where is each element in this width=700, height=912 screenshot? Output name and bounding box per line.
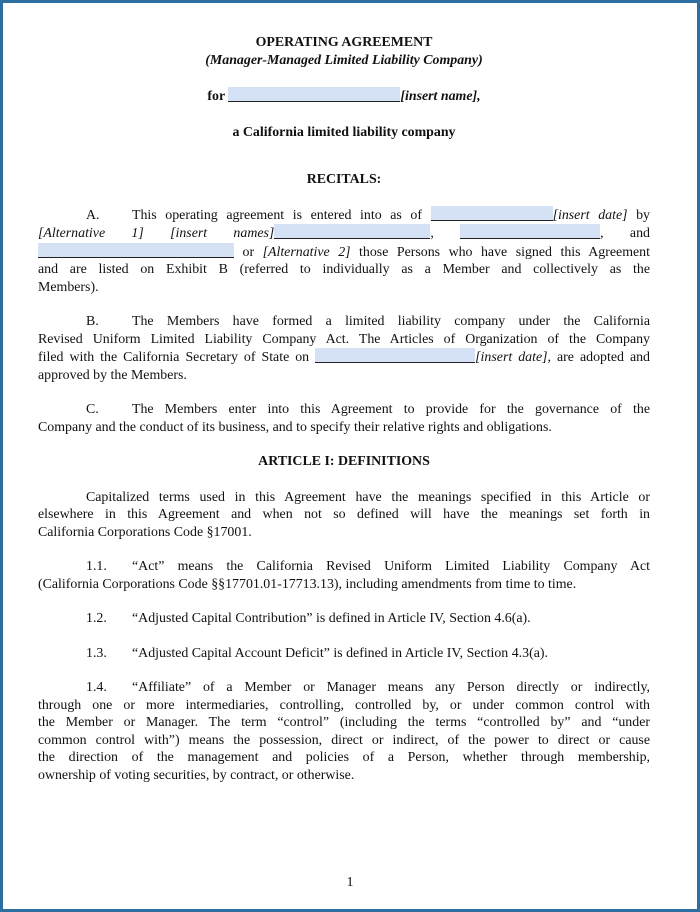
- recital-a-label: A.: [86, 207, 100, 223]
- recital-c-label: C.: [86, 402, 99, 417]
- for-prefix: for: [207, 89, 225, 104]
- recital-c: C. The Members enter into this Agreement to provide for the governance of the Company and the conduct of its business, and to specify their relative rights and obligations.: [38, 402, 650, 435]
- filing-date-blank[interactable]: [315, 348, 475, 363]
- definition-1-1: 1.1. “Act” means the California Revised Uniform Limited Liability Company Act (California Corporations Code §§17701.01-17713.13), including amendments from time to time.: [38, 559, 650, 592]
- definition-1-3: 1.3. “Adjusted Capital Account Deficit” is defined in Article IV, Section 4.3(a).: [86, 645, 548, 661]
- member-names-blank-2[interactable]: [460, 224, 600, 239]
- recital-b: B. The Members have formed a limited liability company under the California Revised Uniform Limited Liability Company Act. The Articles of Organization of the Company filed with the California Secretary of State on [insert date], are adopted and approved by the Members.: [38, 314, 650, 383]
- definition-1-4: 1.4. “Affiliate” of a Member or Manager means any Person directly or indirectly, through one or more intermediaries, controlling, controlled by, or under common control with the Member or Manager. The term “control” (including the terms “controlled by” and “under common control with”) means the possession, direct or indirect, of the power to direct or cause the direction of the management and policies of a Person, whether through membership, ownership of voting securities, by contract, or otherwise.: [38, 680, 650, 783]
- name-placeholder: [insert name],: [400, 89, 481, 104]
- member-names-blank-1[interactable]: [274, 224, 430, 239]
- member-names-blank-3[interactable]: [38, 243, 234, 258]
- definition-1-2: 1.2. “Adjusted Capital Contribution” is defined in Article IV, Section 4.6(a).: [86, 611, 531, 626]
- document-subtitle: (Manager-Managed Limited Liability Company): [205, 52, 483, 68]
- recital-b-label: B.: [86, 314, 99, 329]
- article-1-heading: ARTICLE I: DEFINITIONS: [258, 454, 430, 469]
- page-number: 1: [346, 875, 354, 890]
- definitions-intro: Capitalized terms used in this Agreement have the meanings specified in this Article or elsewhere in this Agreement and when not so defined will have the meanings set forth in California Corporations Code §17001.: [38, 489, 650, 540]
- document-page: [38, 34, 650, 784]
- recital-a: A. This operating agreement is entered into as of [insert date] by [Alternative 1] [insert names] , , and or [Alternative 2] those Persons who have signed this Agreement and are listed on Exhibit B (referred to individually as a Member and collectively as the Members).: [38, 207, 650, 295]
- recitals-heading: RECITALS:: [306, 172, 382, 187]
- for-line: [38, 87, 650, 106]
- company-name-blank[interactable]: [228, 87, 400, 102]
- agreement-date-blank[interactable]: [431, 206, 553, 221]
- document-title: OPERATING AGREEMENT: [255, 35, 433, 50]
- company-type: a California limited liability company: [232, 124, 456, 140]
